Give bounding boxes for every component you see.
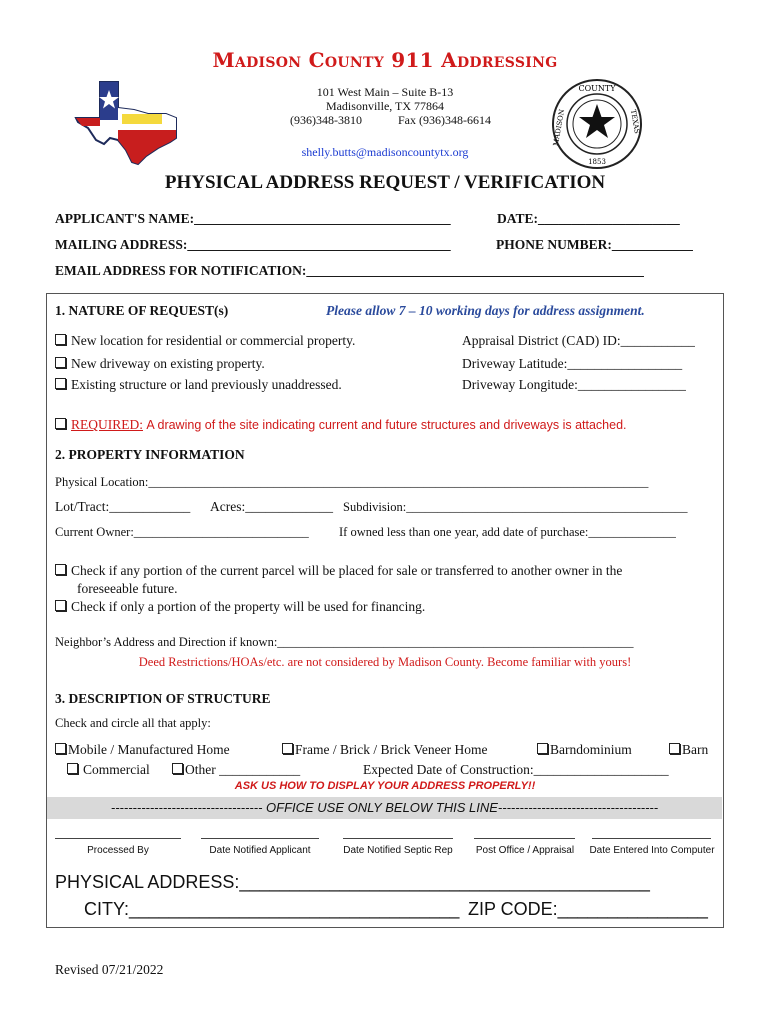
checkbox-icon[interactable] [55,564,66,575]
checkbox-icon[interactable] [282,743,293,754]
form-title: PHYSICAL ADDRESS REQUEST / VERIFICATION [164,172,606,193]
phone-number: (936)348-3810 [290,113,362,127]
org-title: Madison County 911 Addressing [212,48,558,72]
deed-restrictions-note: Deed Restrictions/HOAs/etc. are not considered by Madison County. Become familiar with yours! [138,655,632,669]
post-office-appraisal-label: Post Office / Appraisal [475,845,575,856]
checkbox-icon[interactable] [172,763,183,774]
office-use-banner: ----------------------------------- OFFICE USE ONLY BELOW THIS LINE------------------------------------- [110,800,659,815]
driveway-longitude-field[interactable]: Driveway Longitude:________________ [462,377,686,392]
option-new-location[interactable]: New location for residential or commercial property. [55,333,355,349]
check-sale-transfer[interactable]: Check if any portion of the current parcel will be placed for sale or transferred to another owner in the [55,563,622,579]
checkbox-icon[interactable] [55,743,66,754]
option-existing-structure[interactable]: Existing structure or land previously unaddressed. [55,377,342,393]
current-owner-field[interactable]: Current Owner:____________________________ [55,525,309,539]
date-field[interactable]: DATE:_____________________ [497,211,680,226]
option-barn[interactable]: Barn [669,742,708,758]
date-notified-septic-label: Date Notified Septic Rep [343,845,453,856]
processed-by-line[interactable] [55,838,181,839]
phone-number-field[interactable]: PHONE NUMBER:____________ [496,237,693,252]
email-link[interactable]: shelly.butts@madisoncountytx.org [301,145,469,159]
checkbox-icon[interactable] [669,743,680,754]
city-field[interactable]: CITY:_________________________________ [84,899,460,919]
svg-text:1853: 1853 [588,158,606,166]
date-notified-applicant-label: Date Notified Applicant [209,845,311,856]
email-notification-field[interactable]: EMAIL ADDRESS FOR NOTIFICATION:__________________________________________________ [55,263,644,278]
lot-tract-field[interactable]: Lot/Tract:____________ [55,499,191,514]
ask-us-note: ASK US HOW TO DISPLAY YOUR ADDRESS PROPERLY!! [234,780,536,792]
checkbox-icon[interactable] [537,743,548,754]
section1-heading: 1. NATURE OF REQUEST(s) [55,303,229,318]
processed-by-label: Processed By [87,845,149,856]
purchase-date-field[interactable]: If owned less than one year, add date of purchase:______________ [339,525,676,539]
date-entered-line[interactable] [592,838,711,839]
address-line-2: Madisonville, TX 77864 [325,99,445,113]
option-other[interactable]: Other ____________ [172,762,300,778]
check-sale-transfer-cont: foreseeable future. [77,581,178,596]
physical-address-field[interactable]: PHYSICAL ADDRESS:_________________________________________ [55,872,650,892]
revised-date: Revised 07/21/2022 [55,962,164,977]
checkbox-icon[interactable] [55,378,66,389]
section2-heading: 2. PROPERTY INFORMATION [55,447,245,462]
physical-location-field[interactable]: Physical Location:________________________________________________________________________________ [55,475,649,489]
driveway-latitude-field[interactable]: Driveway Latitude:_________________ [462,356,683,371]
expected-construction-date-field[interactable]: Expected Date of Construction:____________________ [363,762,669,777]
date-entered-label: Date Entered Into Computer [589,845,715,856]
section3-heading: 3. DESCRIPTION OF STRUCTURE [55,691,271,706]
post-office-appraisal-line[interactable] [474,838,575,839]
county-seal-icon [551,78,643,175]
section1-note: Please allow 7 – 10 working days for address assignment. [326,303,645,318]
option-mobile-home[interactable]: Mobile / Manufactured Home [55,742,230,758]
checkbox-icon[interactable] [55,334,66,345]
fax-number: Fax (936)348-6614 [398,113,491,127]
checkbox-icon[interactable] [55,600,66,611]
option-new-driveway[interactable]: New driveway on existing property. [55,356,265,372]
checkbox-icon[interactable] [55,418,66,429]
cad-id-field[interactable]: Appraisal District (CAD) ID:___________ [462,333,695,348]
option-commercial[interactable]: Commercial [67,762,150,778]
option-frame-brick[interactable]: Frame / Brick / Brick Veneer Home [282,742,487,758]
section3-instruction: Check and circle all that apply: [55,716,211,730]
address-line-1: 101 West Main – Suite B-13 [316,85,454,99]
required-drawing-checkbox[interactable]: REQUIRED: A drawing of the site indicating current and future structures and driveways is attached. [55,417,627,433]
checkbox-icon[interactable] [67,763,78,774]
date-notified-applicant-line[interactable] [201,838,319,839]
check-financing[interactable]: Check if only a portion of the property will be used for financing. [55,599,425,615]
subdivision-field[interactable]: Subdivision:_____________________________________________ [343,500,688,514]
neighbor-address-field[interactable]: Neighbor’s Address and Direction if known:_________________________________________________________ [55,635,634,649]
option-barndominium[interactable]: Barndominium [537,742,632,758]
checkbox-icon[interactable] [55,357,66,368]
svg-text:COUNTY: COUNTY [578,84,616,93]
mailing-address-field[interactable]: MAILING ADDRESS:_______________________________________ [55,237,451,252]
applicant-name-field[interactable]: APPLICANT'S NAME:______________________________________ [55,211,451,226]
svg-text:TEXAS: TEXAS [628,108,642,135]
acres-field[interactable]: Acres:_____________ [210,499,333,514]
date-notified-septic-line[interactable] [343,838,453,839]
svg-text:MADISON: MADISON [551,108,567,147]
zip-code-field[interactable]: ZIP CODE:_______________ [468,899,708,919]
texas-map-logo [72,78,192,173]
